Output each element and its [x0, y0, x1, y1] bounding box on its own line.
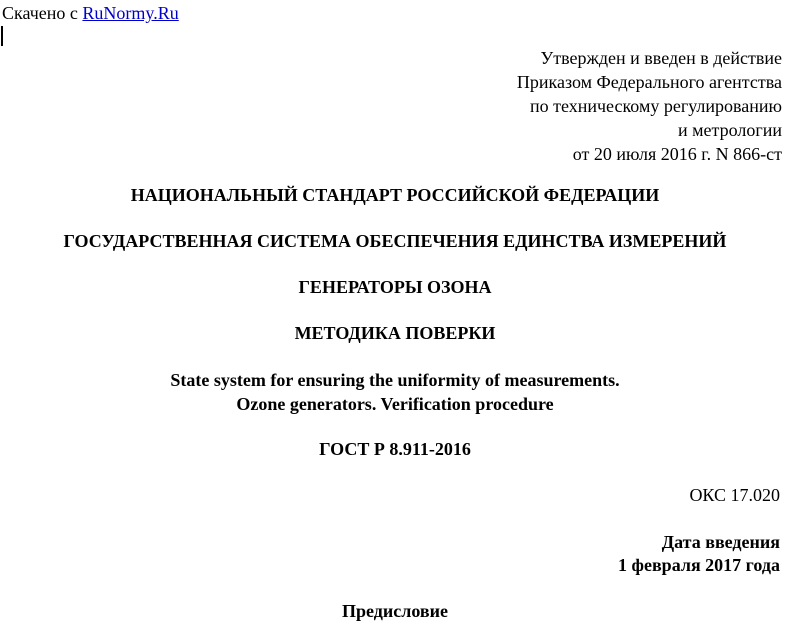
subject-heading: ГЕНЕРАТОРЫ ОЗОНА [298, 277, 492, 297]
english-title-line2: Ozone generators. Verification procedure [236, 394, 554, 414]
approval-block [517, 46, 782, 166]
source-link[interactable]: RuNormy.Ru [82, 3, 179, 23]
approval-line: по техническому регулированию [529, 96, 782, 116]
method-heading: МЕТОДИКА ПОВЕРКИ [294, 323, 496, 343]
approval-line: Приказом Федерального агентства [516, 72, 782, 92]
approval-line: от 20 июля 2016 г. N 866-ст [572, 144, 782, 164]
system-heading: ГОСУДАРСТВЕННАЯ СИСТЕМА ОБЕСПЕЧЕНИЯ ЕДИНСТВА ИЗМЕРЕНИЙ [63, 231, 727, 251]
national-standard-heading: НАЦИОНАЛЬНЫЙ СТАНДАРТ РОССИЙСКОЙ ФЕДЕРАЦИИ [130, 185, 660, 205]
approval-line: и метрологии [678, 120, 782, 140]
gost-number: ГОСТ Р 8.911-2016 [319, 439, 471, 459]
intro-date-label: Дата введения [661, 532, 780, 552]
intro-date-value: 1 февраля 2017 года [618, 555, 780, 575]
approval-line: Утвержден и введен в действие [540, 48, 782, 68]
source-prefix: Скачено с [2, 3, 83, 23]
text-cursor [1, 26, 3, 46]
oks-code: ОКС 17.020 [689, 485, 780, 505]
preface-heading: Предисловие [342, 601, 448, 621]
english-title-line1: State system for ensuring the uniformity of measurements. [170, 370, 620, 390]
source-line [2, 2, 179, 24]
